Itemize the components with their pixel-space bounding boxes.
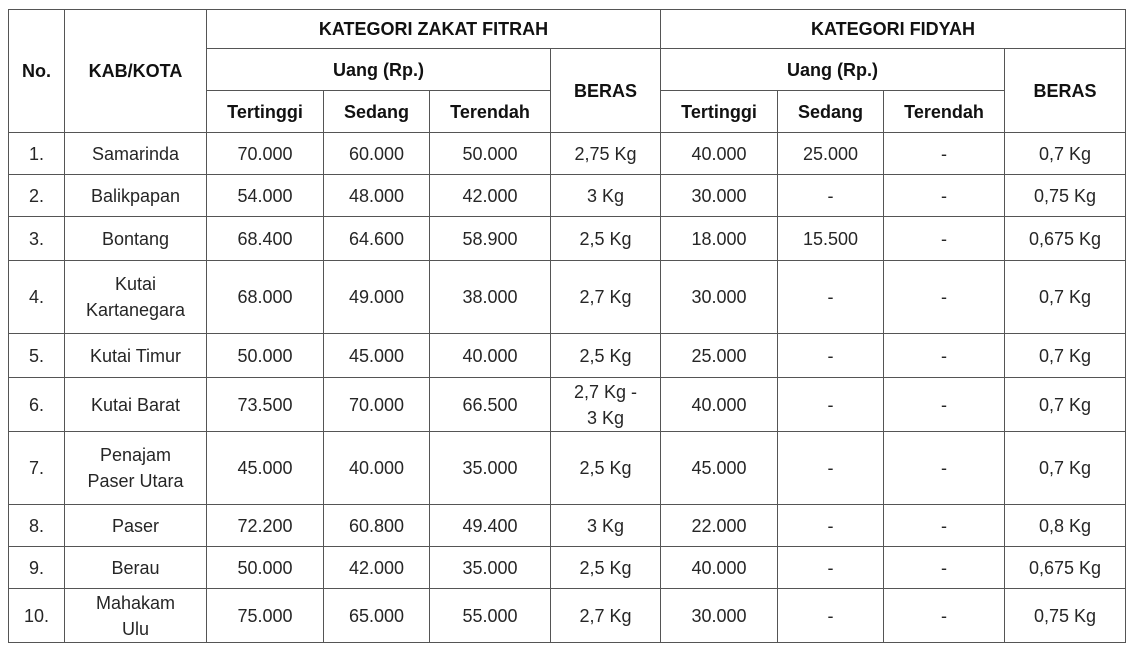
group-header-zakat-fitrah: KATEGORI ZAKAT FITRAH xyxy=(207,10,661,49)
subheader-zakat-uang: Uang (Rp.) xyxy=(207,49,551,91)
cell-no: 10. xyxy=(9,589,65,643)
cell-fidyah-terendah: - xyxy=(884,175,1005,217)
cell-fidyah-sedang: - xyxy=(778,589,884,643)
table-row xyxy=(9,133,1126,175)
cell-kab-kota: Berau xyxy=(65,547,207,589)
cell-fidyah-beras: 0,7 Kg xyxy=(1005,432,1126,505)
cell-fidyah-sedang: - xyxy=(778,505,884,547)
cell-fidyah-beras: 0,75 Kg xyxy=(1005,589,1126,643)
group-header-fidyah: KATEGORI FIDYAH xyxy=(661,10,1126,49)
cell-zakat-tertinggi: 73.500 xyxy=(207,378,324,432)
cell-zakat-sedang: 40.000 xyxy=(324,432,430,505)
col-header-zakat-tertinggi: Tertinggi xyxy=(207,91,324,133)
cell-zakat-terendah: 50.000 xyxy=(430,133,551,175)
cell-fidyah-tertinggi: 22.000 xyxy=(661,505,778,547)
cell-fidyah-tertinggi: 40.000 xyxy=(661,547,778,589)
cell-fidyah-tertinggi: 40.000 xyxy=(661,133,778,175)
cell-fidyah-tertinggi: 25.000 xyxy=(661,334,778,378)
cell-fidyah-tertinggi: 30.000 xyxy=(661,175,778,217)
cell-zakat-beras: 2,75 Kg xyxy=(551,133,661,175)
cell-kab-kota: Samarinda xyxy=(65,133,207,175)
cell-fidyah-terendah: - xyxy=(884,261,1005,334)
cell-zakat-beras: 2,5 Kg xyxy=(551,547,661,589)
cell-zakat-beras: 2,5 Kg xyxy=(551,334,661,378)
cell-zakat-tertinggi: 68.000 xyxy=(207,261,324,334)
table-header xyxy=(9,10,1126,133)
table-row xyxy=(9,175,1126,217)
cell-no: 2. xyxy=(9,175,65,217)
cell-zakat-tertinggi: 72.200 xyxy=(207,505,324,547)
cell-no: 4. xyxy=(9,261,65,334)
cell-fidyah-terendah: - xyxy=(884,217,1005,261)
cell-fidyah-sedang: - xyxy=(778,432,884,505)
cell-zakat-beras: 3 Kg xyxy=(551,175,661,217)
subheader-fidyah-uang: Uang (Rp.) xyxy=(661,49,1005,91)
col-header-fidyah-terendah: Terendah xyxy=(884,91,1005,133)
cell-zakat-tertinggi: 75.000 xyxy=(207,589,324,643)
cell-fidyah-beras: 0,7 Kg xyxy=(1005,261,1126,334)
cell-zakat-terendah: 38.000 xyxy=(430,261,551,334)
cell-kab-kota: Paser xyxy=(65,505,207,547)
cell-zakat-terendah: 35.000 xyxy=(430,547,551,589)
cell-zakat-tertinggi: 50.000 xyxy=(207,547,324,589)
cell-zakat-sedang: 45.000 xyxy=(324,334,430,378)
cell-zakat-beras: 2,7 Kg - 3 Kg xyxy=(551,378,661,432)
table-row xyxy=(9,261,1126,334)
cell-zakat-tertinggi: 70.000 xyxy=(207,133,324,175)
cell-zakat-tertinggi: 68.400 xyxy=(207,217,324,261)
cell-zakat-beras: 2,5 Kg xyxy=(551,432,661,505)
cell-no: 8. xyxy=(9,505,65,547)
cell-fidyah-beras: 0,7 Kg xyxy=(1005,133,1126,175)
cell-zakat-sedang: 70.000 xyxy=(324,378,430,432)
cell-zakat-terendah: 35.000 xyxy=(430,432,551,505)
cell-fidyah-tertinggi: 45.000 xyxy=(661,432,778,505)
cell-zakat-beras: 2,7 Kg xyxy=(551,261,661,334)
cell-no: 1. xyxy=(9,133,65,175)
cell-zakat-sedang: 65.000 xyxy=(324,589,430,643)
cell-zakat-terendah: 40.000 xyxy=(430,334,551,378)
cell-zakat-terendah: 49.400 xyxy=(430,505,551,547)
cell-zakat-tertinggi: 45.000 xyxy=(207,432,324,505)
cell-fidyah-terendah: - xyxy=(884,589,1005,643)
cell-fidyah-terendah: - xyxy=(884,547,1005,589)
col-header-fidyah-beras: BERAS xyxy=(1005,49,1126,133)
cell-zakat-sedang: 49.000 xyxy=(324,261,430,334)
cell-fidyah-beras: 0,7 Kg xyxy=(1005,378,1126,432)
col-header-fidyah-sedang: Sedang xyxy=(778,91,884,133)
col-header-no: No. xyxy=(9,10,65,133)
zakat-fidyah-table xyxy=(8,9,1126,643)
cell-zakat-tertinggi: 50.000 xyxy=(207,334,324,378)
cell-fidyah-sedang: 25.000 xyxy=(778,133,884,175)
cell-zakat-terendah: 66.500 xyxy=(430,378,551,432)
table-row xyxy=(9,378,1126,432)
cell-no: 6. xyxy=(9,378,65,432)
cell-zakat-terendah: 42.000 xyxy=(430,175,551,217)
cell-zakat-tertinggi: 54.000 xyxy=(207,175,324,217)
cell-kab-kota: Kutai Kartanegara xyxy=(65,261,207,334)
cell-fidyah-sedang: - xyxy=(778,547,884,589)
cell-zakat-sedang: 64.600 xyxy=(324,217,430,261)
col-header-zakat-sedang: Sedang xyxy=(324,91,430,133)
col-header-fidyah-tertinggi: Tertinggi xyxy=(661,91,778,133)
cell-zakat-terendah: 55.000 xyxy=(430,589,551,643)
cell-fidyah-terendah: - xyxy=(884,378,1005,432)
cell-no: 5. xyxy=(9,334,65,378)
table-row xyxy=(9,432,1126,505)
cell-fidyah-terendah: - xyxy=(884,334,1005,378)
cell-fidyah-sedang: - xyxy=(778,334,884,378)
col-header-kab-kota: KAB/KOTA xyxy=(65,10,207,133)
table-row xyxy=(9,547,1126,589)
cell-fidyah-sedang: - xyxy=(778,261,884,334)
cell-no: 3. xyxy=(9,217,65,261)
cell-fidyah-terendah: - xyxy=(884,432,1005,505)
cell-fidyah-terendah: - xyxy=(884,133,1005,175)
cell-zakat-sedang: 48.000 xyxy=(324,175,430,217)
cell-zakat-terendah: 58.900 xyxy=(430,217,551,261)
cell-zakat-beras: 3 Kg xyxy=(551,505,661,547)
cell-no: 9. xyxy=(9,547,65,589)
col-header-zakat-terendah: Terendah xyxy=(430,91,551,133)
cell-zakat-sedang: 42.000 xyxy=(324,547,430,589)
table-row xyxy=(9,505,1126,547)
header-row-1 xyxy=(9,10,1126,49)
table-row xyxy=(9,334,1126,378)
cell-fidyah-tertinggi: 30.000 xyxy=(661,261,778,334)
cell-zakat-beras: 2,5 Kg xyxy=(551,217,661,261)
cell-fidyah-beras: 0,675 Kg xyxy=(1005,217,1126,261)
cell-fidyah-beras: 0,75 Kg xyxy=(1005,175,1126,217)
cell-fidyah-beras: 0,675 Kg xyxy=(1005,547,1126,589)
cell-fidyah-beras: 0,8 Kg xyxy=(1005,505,1126,547)
cell-zakat-sedang: 60.000 xyxy=(324,133,430,175)
cell-kab-kota: Penajam Paser Utara xyxy=(65,432,207,505)
cell-fidyah-tertinggi: 40.000 xyxy=(661,378,778,432)
table-row xyxy=(9,217,1126,261)
cell-kab-kota: Kutai Timur xyxy=(65,334,207,378)
cell-fidyah-sedang: 15.500 xyxy=(778,217,884,261)
table-row xyxy=(9,589,1126,643)
cell-kab-kota: Bontang xyxy=(65,217,207,261)
cell-fidyah-sedang: - xyxy=(778,378,884,432)
cell-zakat-sedang: 60.800 xyxy=(324,505,430,547)
cell-kab-kota: Balikpapan xyxy=(65,175,207,217)
cell-zakat-beras: 2,7 Kg xyxy=(551,589,661,643)
table-body xyxy=(9,133,1126,643)
cell-fidyah-tertinggi: 18.000 xyxy=(661,217,778,261)
cell-fidyah-tertinggi: 30.000 xyxy=(661,589,778,643)
cell-kab-kota: Mahakam Ulu xyxy=(65,589,207,643)
cell-kab-kota: Kutai Barat xyxy=(65,378,207,432)
cell-no: 7. xyxy=(9,432,65,505)
col-header-zakat-beras: BERAS xyxy=(551,49,661,133)
cell-fidyah-terendah: - xyxy=(884,505,1005,547)
cell-fidyah-sedang: - xyxy=(778,175,884,217)
cell-fidyah-beras: 0,7 Kg xyxy=(1005,334,1126,378)
